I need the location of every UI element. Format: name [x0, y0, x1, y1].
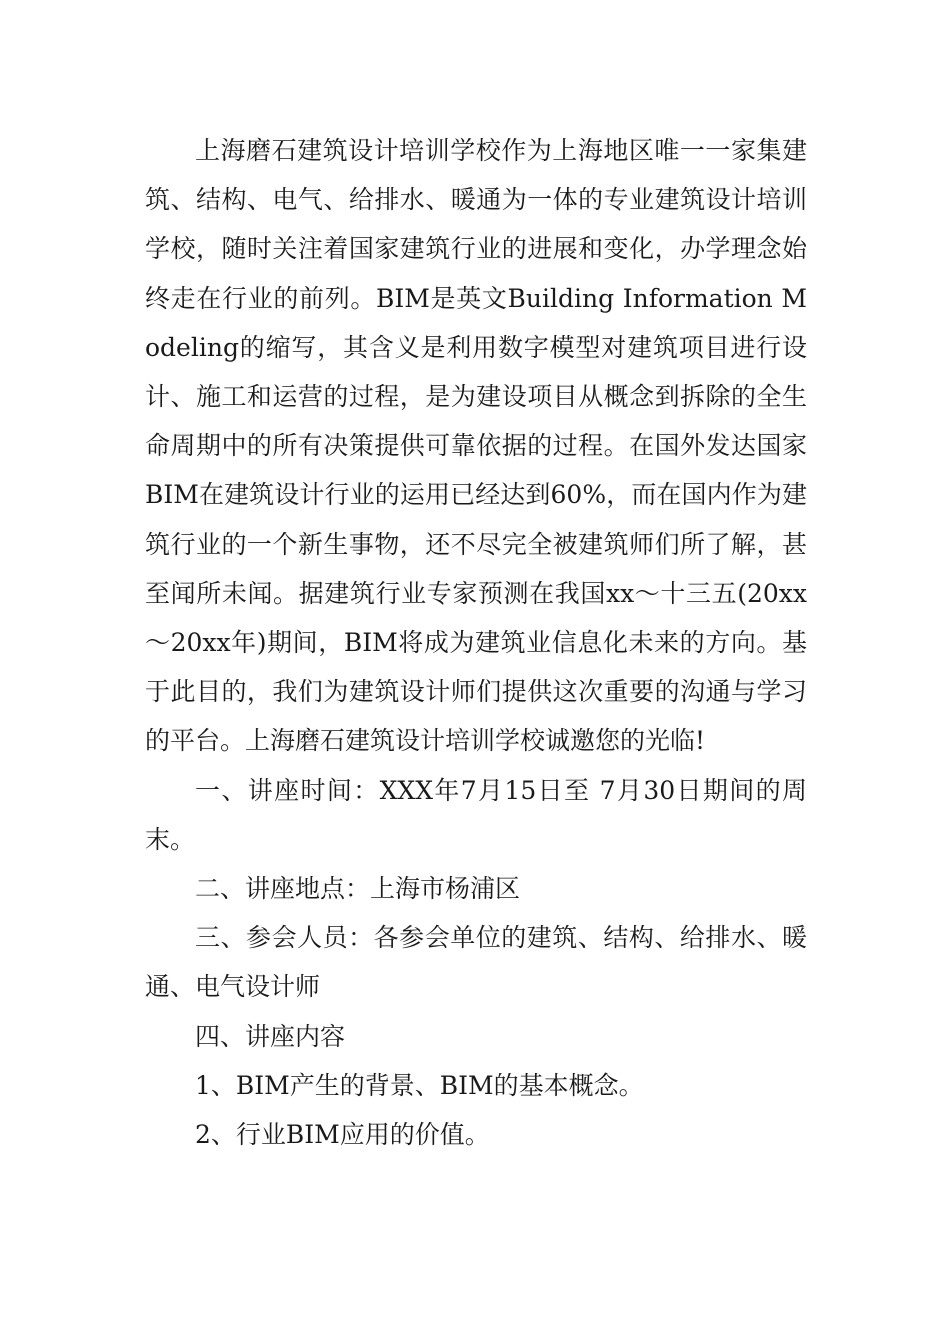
- lecture-time-paragraph: 一、讲座时间：XXX年7月15日至 7月30日期间的周末。: [145, 775, 807, 854]
- content-item-1: 1、BIM产生的背景、BIM的基本概念。: [195, 1070, 644, 1100]
- intro-paragraph: 上海磨石建筑设计培训学校作为上海地区唯一一家集建筑、结构、电气、给排水、暖通为一体的专业建筑设计培训学校，随时关注着国家建筑行业的进展和变化，办学理念始终走在行业的前列。BIM是英文Building Information Modeling的缩写，其含义是利用数字模型对建筑项目进行设计、施工和运营的过程，是为建设项目从概念到拆除的全生命周期中的所有决策提供可靠依据的过程。在国外发达国家BIM在建筑设计行业的运用已经达到60%，而在国内作为建筑行业的一个新生事物，还不尽完全被建筑师们所了解，甚至闻所未闻。据建筑行业专家预测在我国xx～十三五(20xx～20xx年)期间，BIM将成为建筑业信息化未来的方向。基于此目的，我们为建筑设计师们提供这次重要的沟通与学习的平台。上海磨石建筑设计培训学校诚邀您的光临!: [145, 136, 807, 756]
- document-body: [145, 126, 807, 1159]
- lecture-content-heading: 四、讲座内容: [195, 1021, 346, 1051]
- attendees-paragraph: 三、参会人员：各参会单位的建筑、结构、给排水、暖通、电气设计师: [145, 923, 807, 1002]
- content-item-2: 2、行业BIM应用的价值。: [195, 1120, 490, 1150]
- lecture-location-paragraph: 二、讲座地点：上海市杨浦区: [195, 874, 521, 904]
